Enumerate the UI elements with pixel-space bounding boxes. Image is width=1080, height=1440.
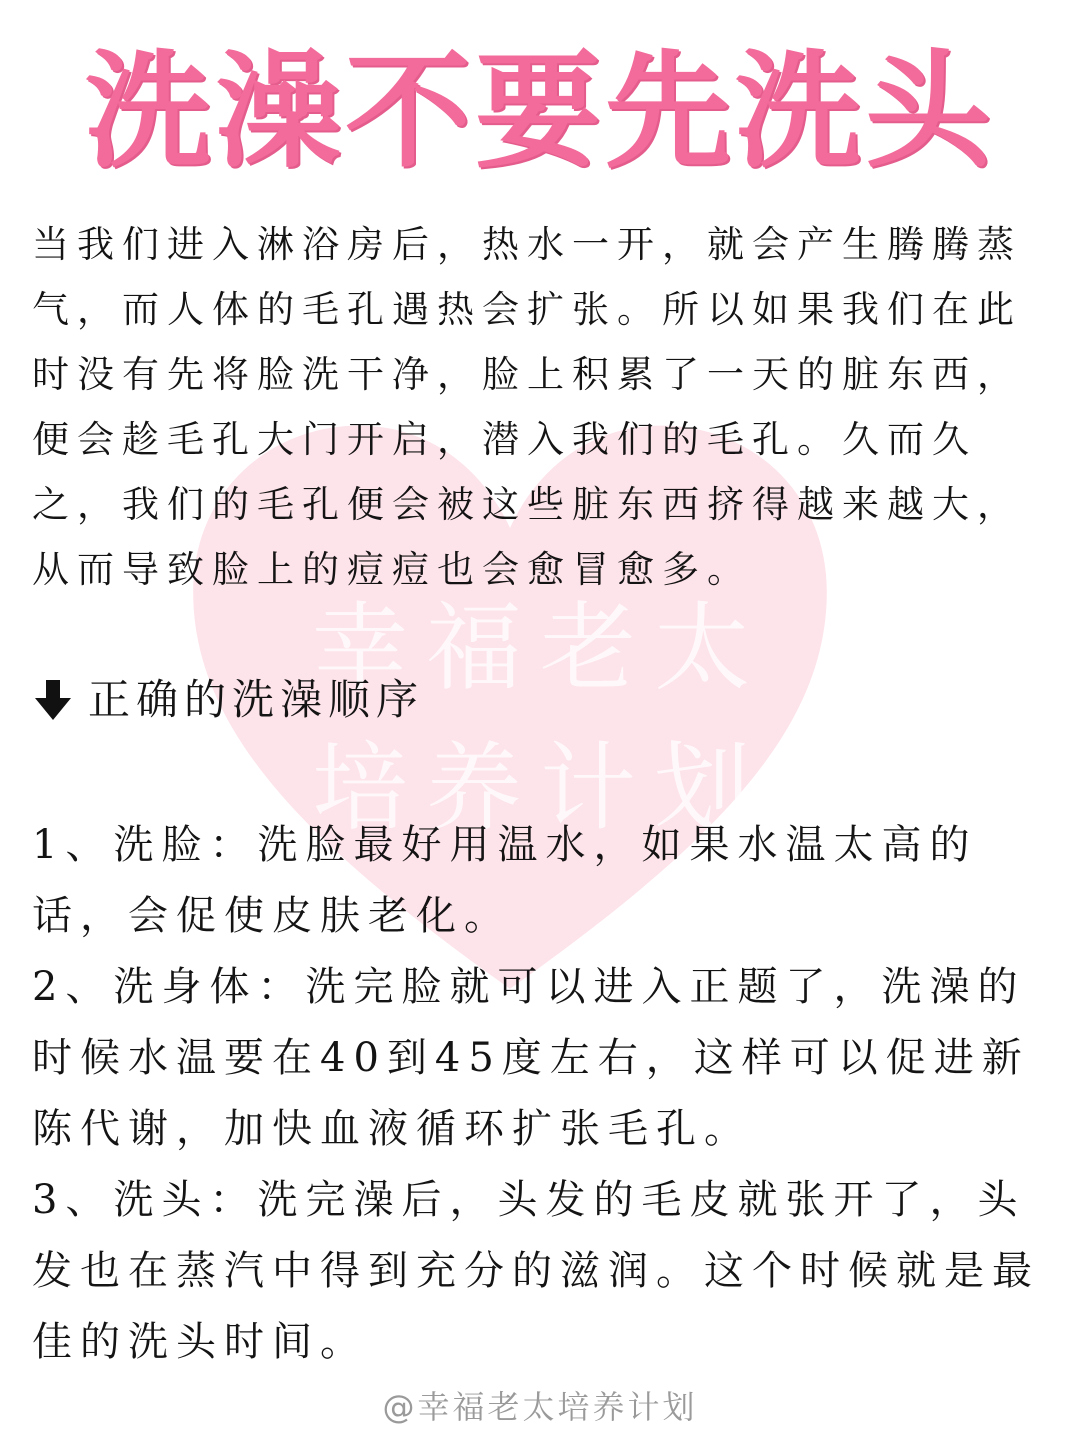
article-body xyxy=(32,212,1062,1378)
watermark-line-1: 幸福老太 xyxy=(312,592,768,704)
down-arrow-icon xyxy=(32,678,74,722)
steps-list xyxy=(32,810,1062,1378)
section-heading xyxy=(32,670,1062,730)
footer-handle: @幸福老太培养计划 xyxy=(382,1388,698,1426)
step-item: 1、洗脸：洗脸最好用温水，如果水温太高的话，会促使皮肤老化。 xyxy=(32,822,978,939)
watermark-line-2: 培养计划 xyxy=(312,732,768,844)
section-heading-text: 正确的洗澡顺序 xyxy=(88,675,425,724)
intro-paragraph: 当我们进入淋浴房后，热水一开，就会产生腾腾蒸气，而人体的毛孔遇热会扩张。所以如果我们在此时没有先将脸洗干净，脸上积累了一天的脏东西，便会趁毛孔大门开启，潜入我们的毛孔。久而久之，我们的毛孔便会被这些脏东西挤得越来越大，从而导致脸上的痘痘也会愈冒愈多。 xyxy=(32,223,1022,591)
page-title: 洗澡不要先洗头 xyxy=(85,37,995,185)
step-item: 2、洗身体：洗完脸就可以进入正题了，洗澡的时候水温要在40到45度左右，这样可以促进新陈代谢，加快血液循环扩张毛孔。 xyxy=(32,964,1030,1152)
step-item: 3、洗头：洗完澡后，头发的毛皮就张开了，头发也在蒸汽中得到充分的滋润。这个时候就是最佳的洗头时间。 xyxy=(32,1177,1040,1365)
